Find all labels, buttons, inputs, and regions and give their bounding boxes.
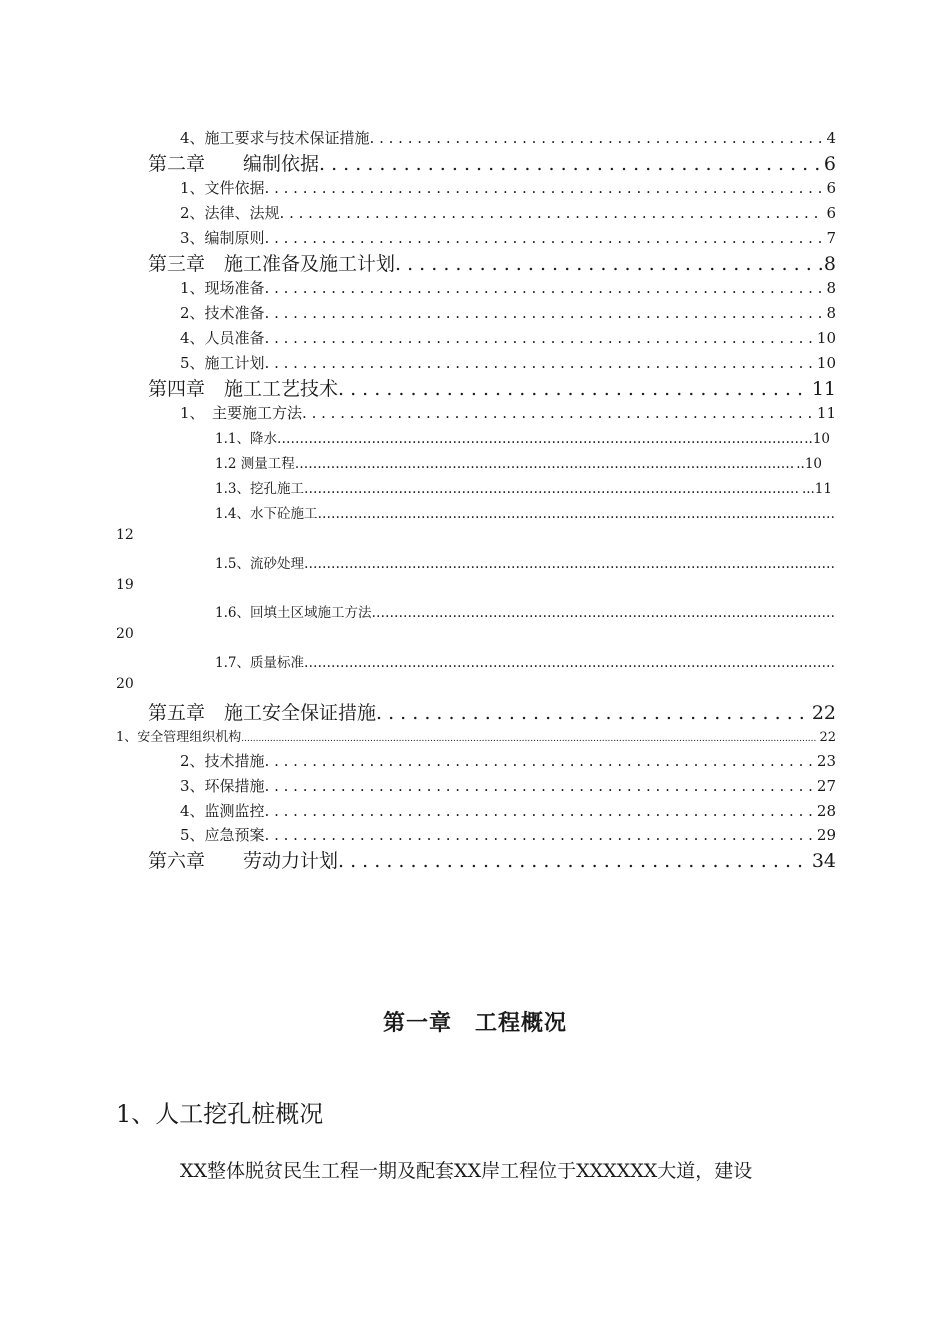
toc-entry-title: 3、环保措施 bbox=[180, 777, 265, 795]
toc-leader bbox=[319, 153, 822, 175]
toc-entry-title: 4、监测监控 bbox=[180, 802, 265, 820]
toc-entry-page: 4 bbox=[826, 129, 836, 147]
toc-entry[interactable] bbox=[180, 402, 836, 423]
toc-entry-title: 1.4、水下砼施工 bbox=[215, 506, 318, 522]
toc-subentry[interactable] bbox=[215, 601, 836, 621]
toc-entry[interactable] bbox=[180, 277, 836, 298]
toc-entry-title: 第五章 施工安全保证措施 bbox=[148, 702, 377, 724]
toc-entry-title: 5、施工计划 bbox=[180, 354, 265, 372]
toc-leader bbox=[338, 850, 810, 872]
toc-entry[interactable] bbox=[180, 800, 836, 821]
toc-entry-title: 1.3、挖孔施工 bbox=[215, 481, 304, 497]
toc-leader bbox=[304, 655, 836, 671]
toc-entry-title: 1.1、降水 bbox=[215, 431, 277, 447]
toc-leader bbox=[295, 456, 794, 472]
toc-entry[interactable] bbox=[180, 824, 836, 845]
toc-entry-title: 1.5、流砂处理 bbox=[215, 556, 304, 572]
toc-entry-page: 12 bbox=[116, 527, 134, 543]
toc-entry-page: 6 bbox=[823, 153, 836, 175]
toc-leader bbox=[277, 431, 802, 447]
toc-leader bbox=[304, 481, 800, 497]
toc-chapter[interactable] bbox=[148, 698, 836, 725]
toc-entry-page: 22 bbox=[819, 730, 836, 745]
toc-entry-title: 1、安全管理组织机构 bbox=[116, 730, 242, 745]
toc-leader bbox=[317, 506, 836, 522]
toc-chapter[interactable] bbox=[148, 149, 836, 176]
toc-entry-title: 2、技术措施 bbox=[180, 752, 265, 770]
toc-subentry[interactable] bbox=[215, 502, 836, 522]
toc-entry-page: 20 bbox=[116, 676, 134, 692]
toc-leader bbox=[302, 404, 815, 422]
toc-entry[interactable] bbox=[180, 177, 836, 198]
toc-entry-page: 8 bbox=[826, 279, 836, 297]
toc-entry-page: 8 bbox=[826, 304, 836, 322]
toc-leader bbox=[371, 605, 836, 621]
toc-entry-title: 2、技术准备 bbox=[180, 304, 265, 322]
toc-subentry[interactable] bbox=[215, 651, 836, 671]
toc-entry-page: 10 bbox=[816, 354, 836, 372]
toc-leader bbox=[304, 556, 836, 572]
toc-entry-page: 6 bbox=[826, 179, 836, 197]
toc-entry-page: 6 bbox=[826, 204, 836, 222]
toc-entry[interactable] bbox=[116, 726, 836, 745]
toc-entry-page: 28 bbox=[816, 802, 836, 820]
toc-leader bbox=[265, 329, 815, 347]
toc-entry-page: 10 bbox=[816, 329, 836, 347]
toc-subentry[interactable] bbox=[215, 452, 822, 472]
toc-entry[interactable] bbox=[180, 227, 836, 248]
toc-leader bbox=[241, 734, 817, 744]
toc-entry-page: 19 bbox=[116, 577, 134, 593]
toc-entry-page: 22 bbox=[811, 702, 836, 724]
toc-entry-title: 3、编制原则 bbox=[180, 229, 265, 247]
toc-entry-page: ..10 bbox=[796, 456, 822, 472]
toc-leader bbox=[280, 204, 825, 222]
toc-entry[interactable] bbox=[180, 750, 836, 771]
toc-entry-title: 第二章 编制依据 bbox=[148, 153, 320, 175]
toc-entry-page: ..10 bbox=[804, 431, 830, 447]
toc-chapter[interactable] bbox=[148, 846, 836, 873]
toc-leader bbox=[395, 253, 822, 275]
toc-entry-title: 2、法律、法规 bbox=[180, 204, 280, 222]
toc-leader bbox=[265, 354, 815, 372]
toc-entry-page: 8 bbox=[823, 253, 836, 275]
toc-entry-page: 34 bbox=[811, 850, 836, 872]
toc-entry[interactable] bbox=[180, 202, 836, 223]
toc-entry-title: 1.6、回填土区域施工方法 bbox=[215, 605, 372, 621]
toc-leader bbox=[265, 802, 815, 820]
toc-leader bbox=[265, 229, 825, 247]
toc-subentry[interactable] bbox=[215, 427, 830, 447]
toc-leader bbox=[265, 752, 815, 770]
toc-leader bbox=[265, 826, 815, 844]
toc-entry-page: 20 bbox=[116, 626, 134, 642]
toc-leader bbox=[265, 304, 825, 322]
section-title: 1、人工挖孔桩概况 bbox=[116, 1100, 324, 1128]
toc-entry-title: 1、现场准备 bbox=[180, 279, 265, 297]
toc-entry[interactable] bbox=[180, 302, 836, 323]
toc-entry[interactable] bbox=[180, 127, 836, 148]
toc-leader bbox=[265, 179, 825, 197]
toc-entry[interactable] bbox=[180, 775, 836, 796]
toc-entry-title: 第三章 施工准备及施工计划 bbox=[148, 253, 396, 275]
toc-leader bbox=[376, 702, 810, 724]
toc-entry-title: 第六章 劳动力计划 bbox=[148, 850, 339, 872]
chapter-title: 第一章 工程概况 bbox=[382, 1011, 567, 1036]
toc-entry-title: 4、施工要求与技术保证措施 bbox=[180, 129, 370, 147]
toc-subentry[interactable] bbox=[215, 552, 836, 572]
toc-entry-title: 1.7、质量标准 bbox=[215, 655, 304, 671]
body-paragraph: XX整体脱贫民生工程一期及配套XX岸工程位于XXXXXX大道，建设 bbox=[180, 1160, 753, 1182]
toc-leader bbox=[370, 129, 825, 147]
toc-entry-page: 23 bbox=[816, 752, 836, 770]
toc-entry[interactable] bbox=[180, 352, 836, 373]
toc-entry-page: ...11 bbox=[801, 481, 832, 497]
toc-entry-page: 29 bbox=[816, 826, 836, 844]
toc-entry-title: 4、人员准备 bbox=[180, 329, 265, 347]
toc-entry-title: 1、 主要施工方法 bbox=[180, 404, 303, 422]
toc-entry-title: 1.2 测量工程 bbox=[215, 456, 295, 472]
toc-leader bbox=[265, 777, 815, 795]
toc-entry-title: 5、应急预案 bbox=[180, 826, 265, 844]
toc-entry-title: 第四章 施工工艺技术 bbox=[148, 378, 339, 400]
toc-leader bbox=[338, 378, 810, 400]
toc-entry-page: 27 bbox=[816, 777, 836, 795]
toc-subentry[interactable] bbox=[215, 477, 832, 497]
toc-entry-title: 1、文件依据 bbox=[180, 179, 265, 197]
toc-chapter[interactable] bbox=[148, 249, 836, 276]
toc-entry-page: 7 bbox=[826, 229, 836, 247]
toc-entry[interactable] bbox=[180, 327, 836, 348]
toc-entry-page: 11 bbox=[816, 404, 836, 422]
toc-entry-page: 11 bbox=[811, 378, 836, 400]
toc-leader bbox=[265, 279, 825, 297]
toc-chapter[interactable] bbox=[148, 374, 836, 401]
